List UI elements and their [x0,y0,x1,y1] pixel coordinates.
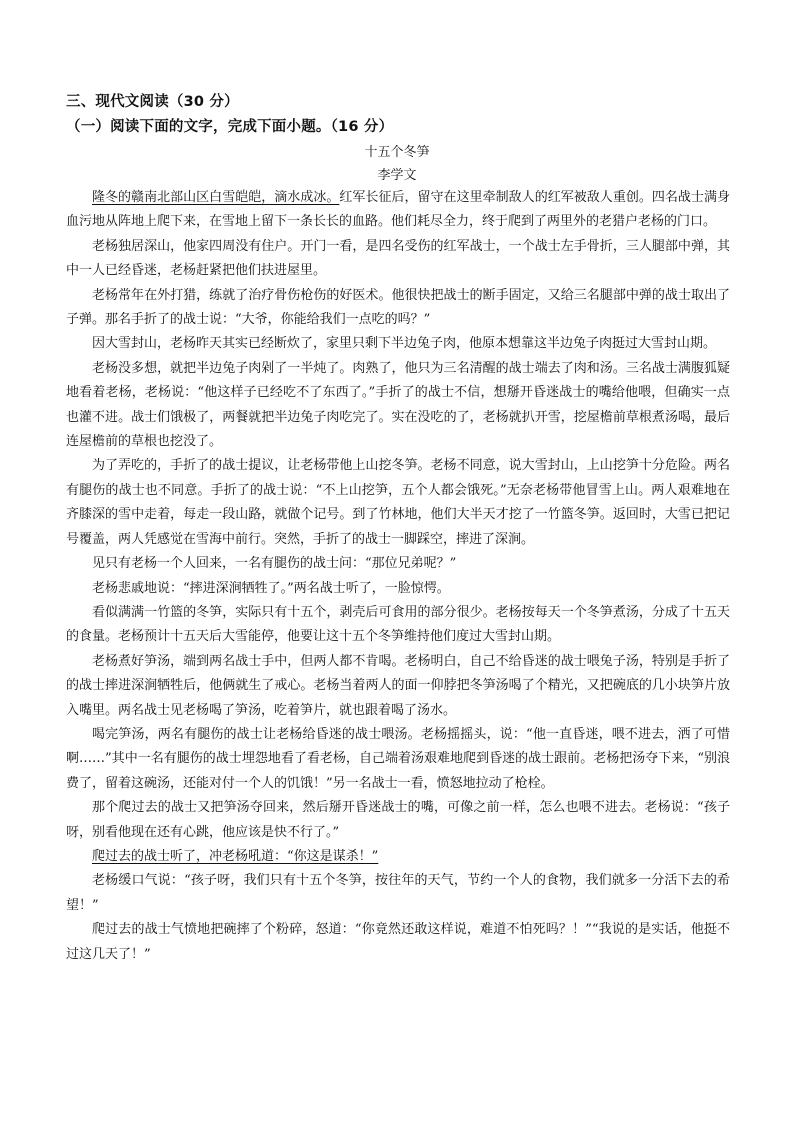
paragraph-text: 爬过去的战士气愤地把碗摔了个粉碎，怒道：“你竟然还敢这样说，难道不怕死吗？！”“我说的是实话，他挺不过这几天了！” [66,922,730,962]
paragraph [66,601,730,650]
paragraph [66,650,730,723]
paragraph [66,332,730,356]
paragraph [66,918,730,967]
paragraph-text: 老杨常年在外打猎，练就了治疗骨伤枪伤的好医术。他很快把战士的断手固定，又给三名腿部中弹的战士取出了子弹。那名手折了的战士说：“大爷，你能给我们一点吃的吗？” [66,287,730,328]
paragraph [66,869,730,918]
paragraph [66,577,730,601]
section-heading: 三、现代文阅读（30 分） [66,94,239,110]
paragraph [66,284,730,333]
paragraph [66,357,730,455]
paragraph-text: 喝完笋汤，两名有腿伤的战士让老杨给昏迷的战士喂汤。老杨摇摇头，说：“他一直昏迷，喂不进去，洒了可惜啊……”其中一名有腿伤的战士埋怨地看了看老杨，自己端着汤艰难地爬到昏迷的战士跟前。老杨把汤夺下来，“别浪费了，留着这碗汤，还能对付一个人的饥饿！”另一名战士一看，愤怒地拉动了枪栓。 [66,726,730,791]
story-body [66,186,730,967]
paragraph [66,552,730,576]
paragraph [66,186,730,235]
paragraph-text: 为了弄吃的，手折了的战士提议，让老杨带他上山挖冬笋。老杨不同意，说大雪封山，上山挖笋十分危险。两名有腿伤的战士也不同意。手折了的战士说：“不上山挖笋，五个人都会饿死。”无奈老杨带他冒雪上山。两人艰难地在齐膝深的雪中走着，每走一段山路，就做个记号。到了竹林地，他们大半天才挖了一竹篮冬笋。返回时，大雪已把记号覆盖，两人凭感觉在雪海中前行。突然，手折了的战士一脚踩空，摔进了深涧。 [66,458,730,547]
paragraph [66,845,730,869]
paragraph-text: 老杨悲戚地说：“摔进深涧牺牲了。”两名战士听了，一脸惊愕。 [92,580,450,596]
paragraph-text: 老杨煮好笋汤，端到两名战士手中，但两人都不肯喝。老杨明白，自己不给昏迷的战士喂兔子汤，特别是手折了的战士摔进深涧牺牲后，他俩就生了戒心。老杨当着两人的面一仰脖把冬笋汤喝了个精光，又把碗底的几小块笋片放入嘴里。两名战士见老杨喝了笋汤，吃着笋片，就也跟着喝了汤水。 [66,653,730,718]
paragraph [66,454,730,552]
paragraph [66,796,730,845]
paragraph-text: 见只有老杨一个人回来，一名有腿伤的战士问：“那位兄弟呢？” [92,556,457,572]
paragraph-text: 老杨没多想，就把半边兔子肉剁了一半炖了。肉熟了，他只为三名清醒的战士端去了肉和汤。三名战士满腹狐疑地看着老杨，老杨说：“他这样子已经吃不了东西了。”手折了的战士不信，想掰开昏迷战士的嘴给他喂，但确实一点也灌不进。战士们饿极了，两餐就把半边兔子肉吃完了。实在没吃的了，老杨就扒开雪，挖屋檐前草根煮汤喝，最后连屋檐前的草根也挖没了。 [66,360,730,450]
paragraph-text: 老杨缓口气说：“孩子呀，我们只有十五个冬笋，按往年的天气，节约一个人的食物，我们就多一分活下去的希望！” [66,873,730,913]
paragraph-text: 因大雪封山，老杨昨天其实已经断炊了，家里只剩下半边兔子肉，他原本想靠这半边兔子肉挺过大雪封山期。 [92,336,717,352]
paragraph-text: 那个爬过去的战士又把笋汤夺回来，然后掰开昏迷战士的嘴，可像之前一样，怎么也喂不进去。老杨说：“孩子呀，别看他现在还有心跳，他应该是快不行了。” [66,800,730,840]
story-title: 十五个冬笋 [364,145,430,160]
paragraph [66,235,730,284]
sub-heading: （一）阅读下面的文字，完成下面小题。（16 分） [66,119,394,135]
story-author: 李学文 [377,168,417,183]
paragraph [66,723,730,796]
paragraph-text: 看似满满一竹篮的冬笋，实际只有十五个，剥壳后可食用的部分很少。老杨按每天一个冬笋煮汤，分成了十五天的食量。老杨预计十五天后大雪能停，他要让这十五个冬笋维持他们度过大雪封山期。 [66,604,730,645]
paragraph-text: 红军长征后，留守在这里牵制敌人的红军被敌人重创。四名战士满身血污地从阵地上爬下来，在雪地上留下一条长长的血路。他们耗尽全力，终于爬到了两里外的老猎户老杨的门口。 [66,190,730,230]
underlined-sentence: 隆冬的赣南北部山区白雪皑皑，滴水成冰。 [92,190,340,205]
paragraph-text: 老杨独居深山，他家四周没有住户。开门一看，是四名受伤的红军战士，一个战士左手骨折，三人腿部中弹，其中一人已经昏迷，老杨赶紧把他们扶进屋里。 [66,238,730,279]
underlined-sentence: 爬过去的战士听了，冲老杨吼道：“你这是谋杀！” [92,848,379,864]
